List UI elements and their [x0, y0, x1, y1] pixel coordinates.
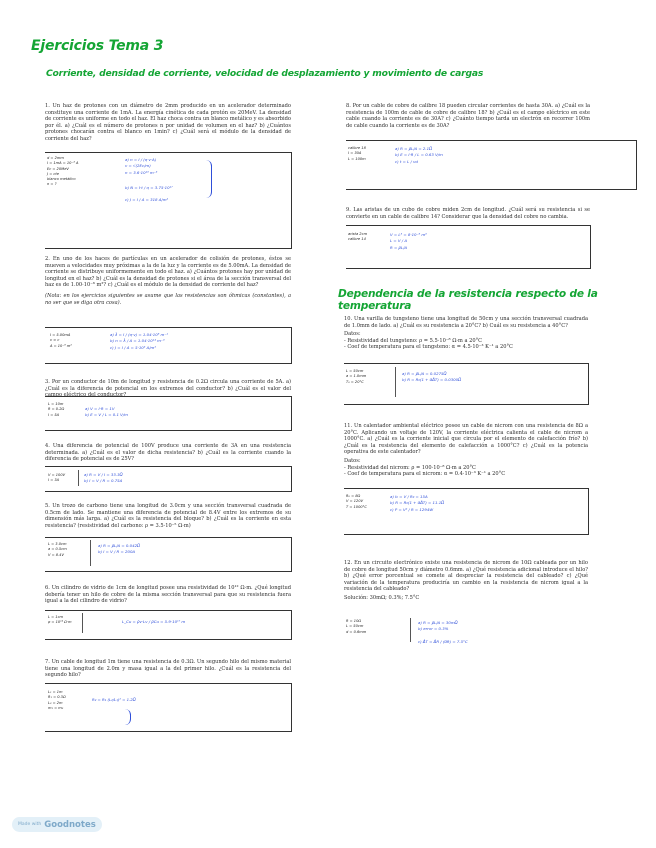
exercise-10-answer-frame	[344, 363, 589, 405]
exercise-6-divider	[82, 613, 83, 633]
exercise-1-brace	[205, 160, 212, 198]
exercise-9-text: 9. Las aristas de un cubo de cobre miden 2cm de longitud. ¿Cuál será su resistencia si se convierte en un cable de calibre 14? Considerar que la densidad del cobre no cambia.	[346, 207, 590, 220]
exercise-8-solution: a) R = ρL/A = 2.1Ω b) E = I·R / L = 0.63 V/m c) t = L / vd	[395, 146, 443, 164]
exercise-11-given: R₀ = 8Ω V = 120V T = 1000°C	[346, 494, 367, 509]
exercise-7-solution: R₂ = R₁ (L₂/L₁)² = 1.2Ω	[92, 697, 136, 702]
exercise-5-solution: a) R = ρL/A = 0.042Ω b) I = V / R = 200A	[98, 543, 141, 555]
exercise-12-solution-line: Solución: 30mΩ; 0.3%; 7.5°C	[344, 594, 420, 601]
badge-small-text: Made with	[18, 822, 42, 827]
exercise-6	[45, 585, 291, 605]
exercise-5-answer-frame	[45, 537, 292, 572]
section-title-temperature: Dependencia de la resistencia respecto de la temperatura	[338, 288, 598, 312]
exercise-3-answer-frame	[45, 396, 292, 431]
exercise-7	[45, 659, 291, 679]
exercise-11-solution: a) I₀ = V / R₀ = 15A b) R = R₀(1 + αΔT) = 11.1Ω c) P = V² / R = 1294W	[390, 494, 445, 512]
exercise-12-divider	[410, 618, 411, 642]
exercise-2-note: (Nota: en los ejercicios siguientes se asume que las resistencias son óhmicas (constantes), a no ser que se diga otra cosa).	[45, 292, 291, 306]
exercise-4-answer-frame	[45, 466, 292, 492]
exercise-11: 11. Un calentador ambiental eléctrico posee un cable de nicrom con una resistencia de 8Ω a 20°C. Aplicando un voltaje de 120V, la corriente eléctrica calienta el cable de nicrom a 1000°C. a) ¿Cuál es la corriente inicial que circula por el elemento de calefacción frío? b) ¿Cuál es la resistencia del elemento de calefacción a 1000°C? c) ¿Cuál es la potencia operativa de este calentador? Datos: - Resistividad del nicrom: ρ = 100·10⁻⁸ Ω·m a 20°C - Coef de temperatura para el nicrom: α = 0.4·10⁻³ K⁻¹ a 20°C	[344, 423, 588, 478]
exercise-9	[346, 207, 590, 220]
exercise-2-answer-frame	[45, 327, 292, 364]
exercise-10-text: 10. Una varilla de tungsteno tiene una longitud de 50cm y una sección transversal cuadrada de 1.0mm de lado. a) ¿Cuál es su resistencia a 20°C? b) Cuál es su resistencia a 40°C?	[344, 316, 588, 329]
exercise-3-given: L = 10m R = 0.2Ω I = 5A	[48, 402, 65, 417]
exercise-1-given: d = 2mm I = 1mA = 10⁻³ A Ec = 20MeV J = cte blanco metálico n = ?	[47, 156, 79, 187]
exercise-4	[45, 443, 291, 463]
exercise-5-divider	[90, 540, 91, 566]
exercise-8-text: 8. Por un cable de cobre de calibre 18 pueden circular corrientes de hasta 30A. a) ¿Cuál es la resistencia de 100m de cable de cobre de calibre 18? b) ¿Cuál es el campo eléctrico en este cable cuando la corriente es de 30A? c) ¿Cuánto tiempo tarda un electrón en recorrer 100m de cable cuando la corriente es de 30A?	[346, 103, 590, 129]
badge-brand-text: Goodnotes	[44, 819, 96, 830]
exercise-7-text: 7. Un cable de longitud 1m tiene una resistencia de 0.3Ω. Un segundo hilo del mismo material tiene una longitud de 2.0m y masa igual a la del primer hilo. ¿Cuál es la resistencia del segundo hilo?	[45, 659, 291, 679]
exercise-12-given: R = 10Ω L = 50cm d = 0.6mm	[346, 619, 367, 634]
exercise-12	[344, 560, 588, 602]
exercise-8	[346, 103, 590, 129]
exercise-9-given: arista 2cm calibre 14	[348, 232, 368, 242]
exercise-8-given: calibre 18 I = 30A L = 100m	[348, 146, 366, 161]
exercise-2-solution: a) λ = I / (q·v) = 1.04·10⁸ m⁻¹ b) n = λ / A = 1.04·10¹⁴ m⁻³ c) J = I / A = 5·10³ A/m²	[110, 332, 168, 350]
exercise-1	[45, 103, 291, 143]
exercise-7-given: L₁ = 1m R₁ = 0.3Ω L₂ = 2m m₁ = m₂	[48, 690, 66, 710]
exercise-2	[45, 256, 291, 306]
document-title: Ejercicios Tema 3	[31, 38, 164, 54]
exercise-3-solution: a) V = I·R = 1V b) E = V / L = 0.1 V/m	[85, 406, 128, 418]
exercise-1-solution: a) n = I / (q·v·A) v = √(2Ec/m) n = 3.6·10¹³ m⁻³ b) N = I·t / q = 3.75·10¹⁷ c) J = I / A = 318 A/m²	[125, 157, 173, 203]
exercise-12-solution: a) R = ρL/A = 30mΩ b) error = 0.3% c) ΔT = ΔR / (αR) = 7.5°C	[418, 620, 468, 644]
exercise-5-given: L = 3.0cm a = 0.5cm V = 8.4V	[48, 542, 67, 557]
exercise-4-given: V = 100V I = 3A	[48, 473, 66, 483]
exercise-10: 10. Una varilla de tungsteno tiene una longitud de 50cm y una sección transversal cuadrada de 1.0mm de lado. a) ¿Cuál es su resistencia a 20°C? b) Cuál es su resistencia a 40°C? Datos: - Resistividad del tungsteno: ρ = 5.5·10⁻⁸ Ω·m a 20°C - Coef de temperatura para el tungsteno: α = 4.5·10⁻³ K⁻¹ a 20°C	[344, 316, 588, 351]
exercise-9-answer-frame	[346, 225, 591, 269]
exercise-9-solution: V = L³ = 8·10⁻⁶ m³ L = V / A R = ρL/A	[390, 232, 427, 250]
exercise-7-answer-frame	[45, 683, 292, 732]
exercise-11-answer-frame	[344, 488, 589, 535]
exercise-2-given: I = 5.00mA v ≈ c A = 10⁻⁶ m²	[50, 333, 72, 348]
exercise-5-text: 5. Un trozo de carbono tiene una longitud de 3.0cm y una sección transversal cuadrada de 0.5cm de lado. Se mantiene una diferencia de potencial de 8.4V entre los extremos de su dimensión más larga. a) ¿Cuál es la resistencia del bloque? b) ¿Cuál es la corriente en esta resistencia? (resistividad del carbono: ρ = 3.5·10⁻⁵ Ω·m)	[45, 503, 291, 529]
goodnotes-badge	[12, 817, 102, 832]
exercise-6-solution: L_Cu = ρv·Lv / ρCu = 5.9·10¹⁷ m	[122, 619, 186, 624]
exercise-6-given: L = 1cm ρ = 10¹² Ω·m	[48, 615, 72, 625]
exercise-4-text: 4. Una diferencia de potencial de 100V produce una corriente de 3A en una resistencia determinada. a) ¿Cuál es el valor de dicha resistencia? b) ¿Cuál es la corriente cuando la diferencia de potencial es de 25V?	[45, 443, 291, 463]
exercise-5	[45, 503, 291, 529]
exercise-11-text: 11. Un calentador ambiental eléctrico posee un cable de nicrom con una resistencia de 8Ω a 20°C. Aplicando un voltaje de 120V, la corriente eléctrica calienta el cable de nicrom a 1000°C. a) ¿Cuál es la corriente inicial que circula por el elemento de calefacción frío? b) ¿Cuál es la resistencia del elemento de calefacción a 1000°C? c) ¿Cuál es la potencia operativa de este calentador?	[344, 423, 588, 456]
exercise-3-text: 3. Por un conductor de 10m de longitud y resistencia de 0.2Ω circula una corriente de 5A. a) ¿Cuál es la diferencia de potencial en los extremos del conductor? b) ¿Cuál es el valor del campo eléctrico del conductor?	[45, 379, 291, 399]
exercise-2-text: 2. En uno de los haces de partículas en un acelerador de colisión de protones, éstos se mueven a velocidades muy próximas a la de la luz y la corriente es de 5.00mA. La densidad de corriente se distribuye uniformemente en todo el haz. a) ¿Cuántos protones hay por unidad de longitud en el haz? b) ¿Cuál es la densidad de protones si el área de la sección transversal del haz es de 1.00·10⁻⁶ m²? c) ¿Cuál es el módulo de la densidad de corriente del haz?	[45, 256, 291, 289]
exercise-10-divider	[395, 367, 396, 397]
exercise-6-text: 6. Un cilindro de vidrio de 1cm de longitud posee una resistividad de 10¹² Ω·m. ¿Qué longitud debería tener un hilo de cobre de la misma sección transversal para que su resistencia fuera igual a la del cilindro de vidrio?	[45, 585, 291, 605]
exercise-10-given: L = 50cm a = 1.0mm T₀ = 20°C	[346, 369, 367, 384]
exercise-4-solution: a) R = V / I = 33.3Ω b) I = V / R = 0.75A	[84, 472, 123, 484]
exercise-10-solution: a) R = ρL/A = 0.0275Ω b) R = R₀(1 + αΔT) = 0.0300Ω	[402, 371, 462, 383]
exercise-4-divider	[78, 470, 79, 486]
exercise-1-text: 1. Un haz de protones con un diámetro de 2mm producido en un acelerador determinado constituye una corriente de 1mA. La energía cinética de cada protón es 20MeV. La densidad de corriente es uniforme en todo el haz. El haz choca contra un blanco metálico y es absorbido por él. a) ¿Cuál es el número de protones n por unidad de volumen en el haz? b) ¿Cuántos protones chocarán contra el blanco en 1min? c) ¿Cuál será el módulo de la densidad de corriente del haz?	[45, 103, 291, 142]
exercise-8-answer-frame	[346, 140, 637, 190]
exercise-12-text: 12. En un circuito electrónico existe una resistencia de nicrom de 10Ω cableada por un hilo de cobre de longitud 50cm y diámetro 0.6mm. a) ¿Qué resistencia adicional introduce el hilo? b) ¿Qué error porcentual se comete al despreciar la resistencia del cableado? c) ¿Qué variación de la temperatura produciría un cambio en la resistencia de nicrom igual a la resistencia del cableado?	[344, 560, 588, 593]
document-subtitle: Corriente, densidad de corriente, velocidad de desplazamiento y movimiento de cargas	[46, 68, 484, 79]
